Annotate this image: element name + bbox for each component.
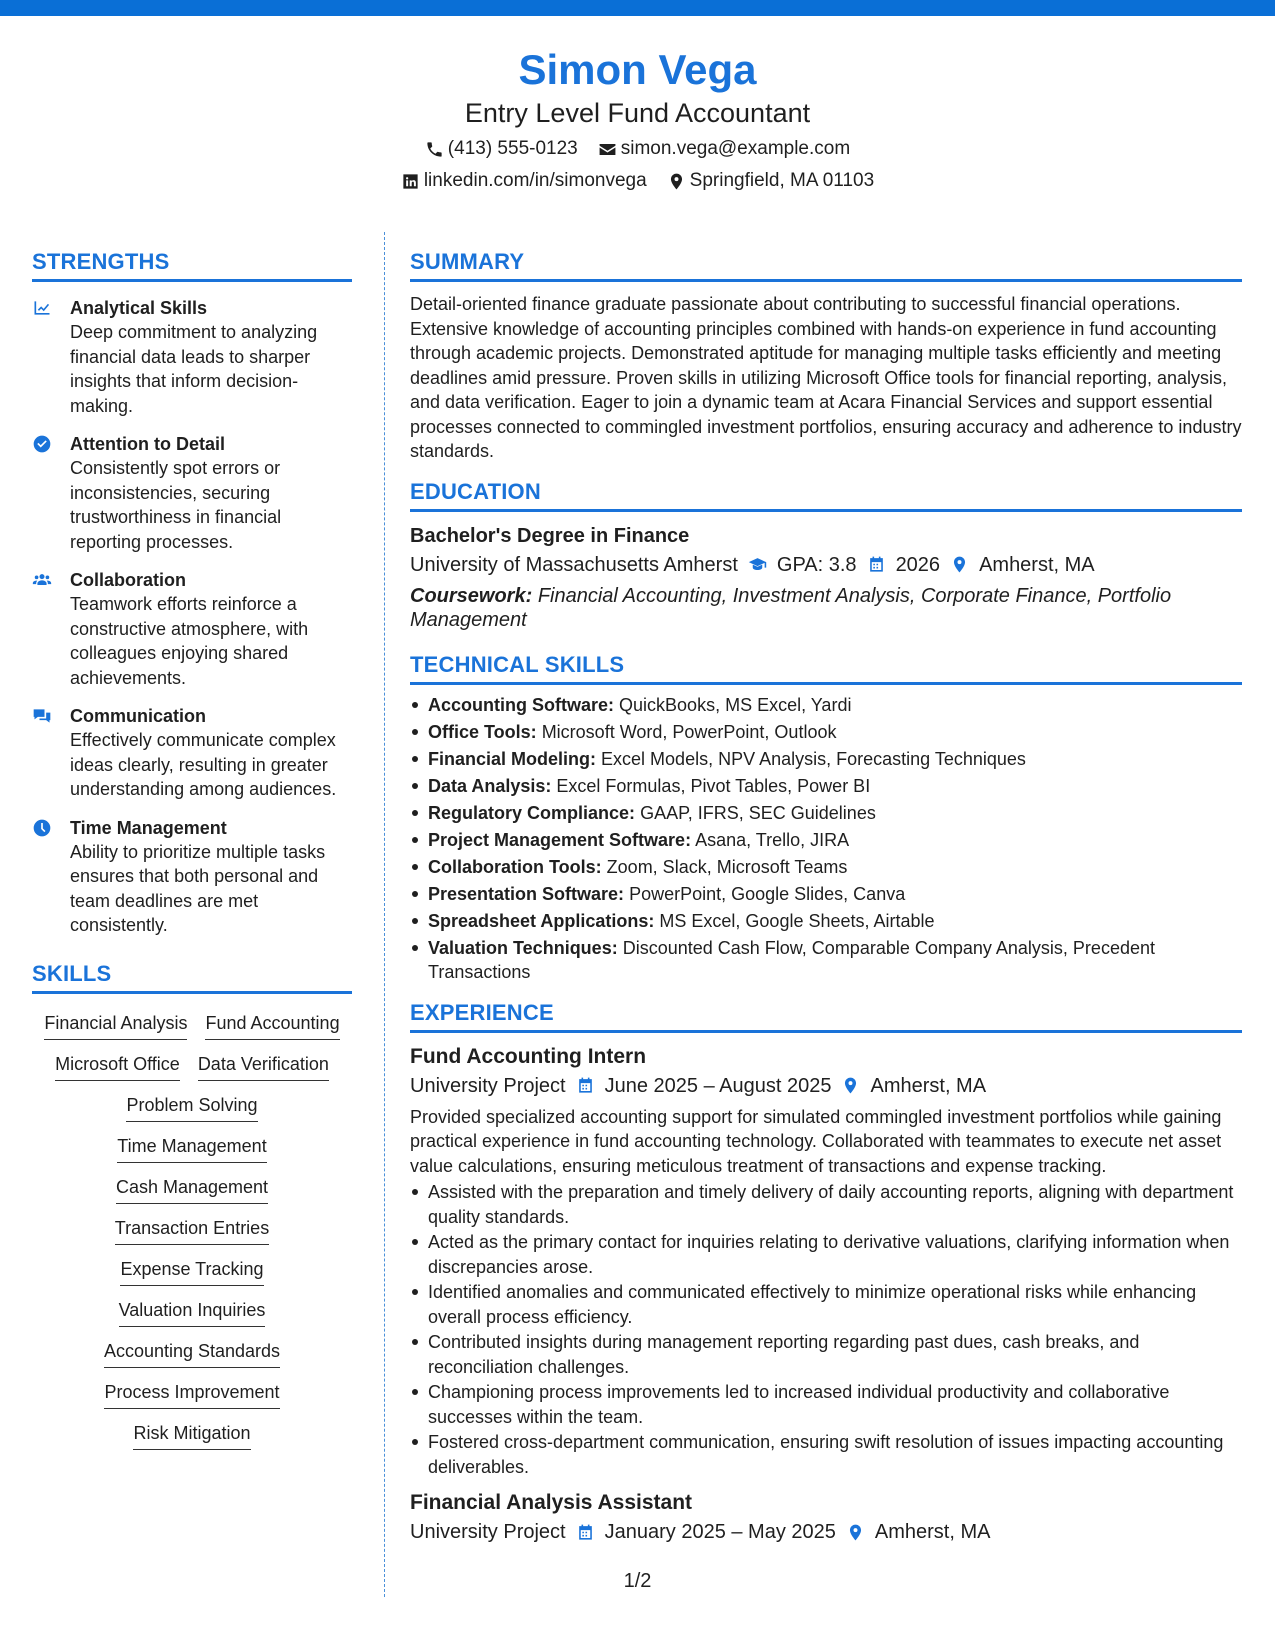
skill-tag: Process Improvement: [104, 1379, 279, 1409]
skill-category: Valuation Techniques:: [428, 937, 618, 958]
strength-item: [32, 432, 352, 554]
skill-values: Excel Formulas, Pivot Tables, Power BI: [556, 775, 871, 796]
job-location: Amherst, MA: [874, 1521, 991, 1543]
list-item: [410, 909, 1242, 934]
list-item: Assisted with the preparation and timely delivery of daily accounting reports, aligning with department quality standards.: [410, 1180, 1242, 1229]
left-column: [32, 248, 352, 1450]
map-marker-icon: [950, 555, 969, 574]
skill-values: Asana, Trello, JIRA: [695, 829, 850, 850]
phone-icon: [425, 140, 444, 159]
education-heading: EDUCATION: [410, 478, 1242, 512]
list-item: [410, 936, 1242, 985]
calendar-icon: [576, 1076, 595, 1095]
strength-name: Analytical Skills: [70, 298, 208, 318]
skills-list: [32, 1010, 352, 1450]
summary-text: Detail-oriented finance graduate passionate about contributing to successful financial operations. Extensive knowledge of accounting principles combined with hands-on experience in fund accounting through academic projects. Demonstrated aptitude for managing multiple tasks efficiently and meeting deadlines amid pressure. Proven skills in utilizing Microsoft Office tools for financial reporting, analysis, and data verification. Eager to join a dynamic team at Acara Financial Services and support essential processes connected to commingled investment portfolios, ensuring accuracy and adherence to industry standards.: [410, 294, 1242, 461]
strength-desc: Consistently spot errors or inconsistencies, securing trustworthiness in financial reporting processes.: [70, 458, 282, 552]
map-marker-icon: [667, 172, 686, 191]
skill-tag: Financial Analysis: [44, 1010, 187, 1040]
skill-values: Zoom, Slack, Microsoft Teams: [606, 856, 848, 877]
list-item: [410, 801, 1242, 826]
skill-category: Data Analysis:: [428, 775, 552, 796]
skill-tag: Expense Tracking: [120, 1256, 263, 1286]
job-title: Fund Accounting Intern: [410, 1044, 647, 1068]
strength-desc: Ability to prioritize multiple tasks ensures that both personal and team deadlines are met consistently.: [70, 841, 326, 935]
strength-item: [32, 704, 352, 802]
list-item: [410, 774, 1242, 799]
strength-desc: Teamwork efforts reinforce a constructive atmosphere, with colleagues enjoying shared achievements.: [70, 594, 309, 688]
contact-row-2: [0, 166, 1275, 196]
degree-name: Bachelor's Degree in Finance: [410, 524, 690, 547]
job-dates: January 2025 – May 2025: [604, 1521, 836, 1543]
skill-category: Financial Modeling:: [428, 748, 597, 769]
education-section: [410, 478, 1242, 633]
skill-tag: Microsoft Office: [55, 1051, 180, 1081]
strength-name: Time Management: [70, 817, 227, 838]
skill-tag: Time Management: [117, 1133, 266, 1163]
list-item: Acted as the primary contact for inquiries relating to derivative valuations, clarifying information when discrepancies arose.: [410, 1230, 1242, 1279]
skill-tag: Risk Mitigation: [133, 1420, 250, 1450]
job-dates-item: [576, 1517, 836, 1547]
skills-heading: SKILLS: [32, 960, 352, 994]
column-divider: [384, 232, 385, 1597]
strength-item: [32, 816, 352, 938]
chart-line-icon: [32, 298, 52, 318]
map-marker-icon: [841, 1076, 860, 1095]
gpa-text: GPA: 3.8: [776, 553, 857, 576]
skill-category: Project Management Software:: [428, 829, 692, 850]
list-item: [410, 855, 1242, 880]
list-item: [410, 693, 1242, 718]
candidate-title: Entry Level Fund Accountant: [464, 98, 811, 128]
summary-heading: SUMMARY: [410, 248, 1242, 282]
location-contact: [667, 166, 875, 196]
skill-values: Microsoft Word, PowerPoint, Outlook: [541, 721, 837, 742]
strength-item: [32, 568, 352, 690]
job-location: Amherst, MA: [870, 1074, 987, 1097]
contact-row-1: [0, 134, 1275, 164]
technical-skills-list: [410, 693, 1242, 985]
edu-location-text: Amherst, MA: [979, 553, 1095, 576]
job-dates-item: [576, 1071, 832, 1101]
job-org: University Project: [410, 1074, 566, 1097]
skill-tag: Accounting Standards: [104, 1338, 280, 1368]
job-location-item: [841, 1071, 986, 1101]
email-contact[interactable]: [598, 134, 850, 164]
location-text: Springfield, MA 01103: [689, 170, 875, 191]
right-column: [410, 248, 1242, 1547]
email-text: simon.vega@example.com: [620, 138, 851, 159]
skill-category: Regulatory Compliance:: [428, 802, 636, 823]
skill-values: Discounted Cash Flow, Comparable Company Analysis, Precedent Transactions: [428, 937, 1155, 982]
candidate-name: Simon Vega: [518, 46, 757, 93]
top-accent-bar: [0, 0, 1275, 16]
skill-tag: Fund Accounting: [205, 1010, 339, 1040]
coursework-list: Financial Accounting, Investment Analysis, Corporate Finance, Portfolio Management: [410, 584, 1172, 631]
skill-category: Presentation Software:: [428, 883, 625, 904]
strength-name: Communication: [70, 706, 207, 726]
skill-tag: Cash Management: [116, 1174, 268, 1204]
skill-category: Office Tools:: [428, 721, 537, 742]
job-meta: [410, 1071, 1242, 1101]
list-item: [410, 828, 1242, 853]
strength-name: Collaboration: [70, 570, 186, 590]
users-icon: [32, 570, 52, 590]
school-name: University of Massachusetts Amherst: [410, 553, 738, 576]
strength-name: Attention to Detail: [70, 434, 225, 454]
job-org: University Project: [410, 1521, 566, 1543]
skill-values: GAAP, IFRS, SEC Guidelines: [640, 802, 876, 823]
skill-values: QuickBooks, MS Excel, Yardi: [619, 694, 852, 715]
list-item: [410, 720, 1242, 745]
strengths-heading: STRENGTHS: [32, 248, 352, 282]
skill-values: Excel Models, NPV Analysis, Forecasting Techniques: [601, 748, 1026, 769]
gpa-item: [748, 550, 857, 580]
list-item: [410, 882, 1242, 907]
calendar-icon: [867, 555, 886, 574]
resume-header: [0, 44, 1275, 196]
year-text: 2026: [895, 553, 941, 576]
coursework-label: Coursework:: [410, 584, 533, 607]
experience-section: [410, 999, 1242, 1548]
map-marker-icon: [846, 1523, 865, 1542]
linkedin-text: linkedin.com/in/simonvega: [423, 170, 647, 191]
calendar-icon: [576, 1523, 595, 1542]
year-item: [867, 550, 941, 580]
job-meta: [410, 1517, 1242, 1547]
phone-text: (413) 555-0123: [447, 138, 578, 159]
list-item: Identified anomalies and communicated effectively to minimize operational risks while enhancing overall process efficiency.: [410, 1280, 1242, 1329]
clock-icon: [32, 818, 52, 838]
experience-heading: EXPERIENCE: [410, 999, 1242, 1033]
phone-contact[interactable]: [425, 134, 578, 164]
strength-desc: Deep commitment to analyzing financial data leads to sharper insights that inform decision-making.: [70, 322, 318, 416]
job-title: Financial Analysis Assistant: [410, 1491, 693, 1514]
skill-category: Spreadsheet Applications:: [428, 910, 655, 931]
job-description: Provided specialized accounting support for simulated commingled investment portfolios while gaining practical experience in fund accounting technology. Collaborated with teammates to execute net asset value calculations, ensuring meticulous treatment of transactions and expense tracking.: [410, 1106, 1222, 1176]
technical-skills-heading: TECHNICAL SKILLS: [410, 651, 1242, 685]
edu-location-item: [950, 550, 1095, 580]
skill-values: MS Excel, Google Sheets, Airtable: [659, 910, 935, 931]
education-meta: [410, 550, 1242, 580]
skill-tag: Data Verification: [198, 1051, 329, 1081]
skill-category: Collaboration Tools:: [428, 856, 602, 877]
technical-skills-section: [410, 651, 1242, 985]
job-entry: [410, 1489, 1242, 1547]
list-item: Contributed insights during management reporting regarding past dues, cash breaks, and reconciliation challenges.: [410, 1330, 1242, 1379]
strength-item: [32, 296, 352, 418]
list-item: Fostered cross-department communication, ensuring swift resolution of issues impacting accounting deliverables.: [410, 1430, 1242, 1479]
linkedin-icon: [401, 172, 420, 191]
strength-desc: Effectively communicate complex ideas clearly, resulting in greater understanding among audiences.: [70, 730, 337, 799]
linkedin-contact[interactable]: [401, 166, 647, 196]
skill-values: PowerPoint, Google Slides, Canva: [629, 883, 906, 904]
skill-tag: Problem Solving: [126, 1092, 257, 1122]
list-item: Championing process improvements led to increased individual productivity and collaborative successes within the team.: [410, 1380, 1242, 1429]
skill-tag: Transaction Entries: [115, 1215, 269, 1245]
page-indicator: 1/2: [623, 1570, 652, 1592]
envelope-icon: [598, 140, 617, 159]
job-location-item: [846, 1517, 991, 1547]
coursework: [410, 584, 1242, 633]
check-circle-icon: [32, 434, 52, 454]
graduation-cap-icon: [748, 555, 767, 574]
job-entry: [410, 1043, 1242, 1480]
skill-category: Accounting Software:: [428, 694, 615, 715]
skill-tag: Valuation Inquiries: [119, 1297, 266, 1327]
job-bullets: [410, 1180, 1242, 1479]
job-dates: June 2025 – August 2025: [604, 1074, 832, 1097]
comments-icon: [32, 706, 52, 726]
list-item: [410, 747, 1242, 772]
